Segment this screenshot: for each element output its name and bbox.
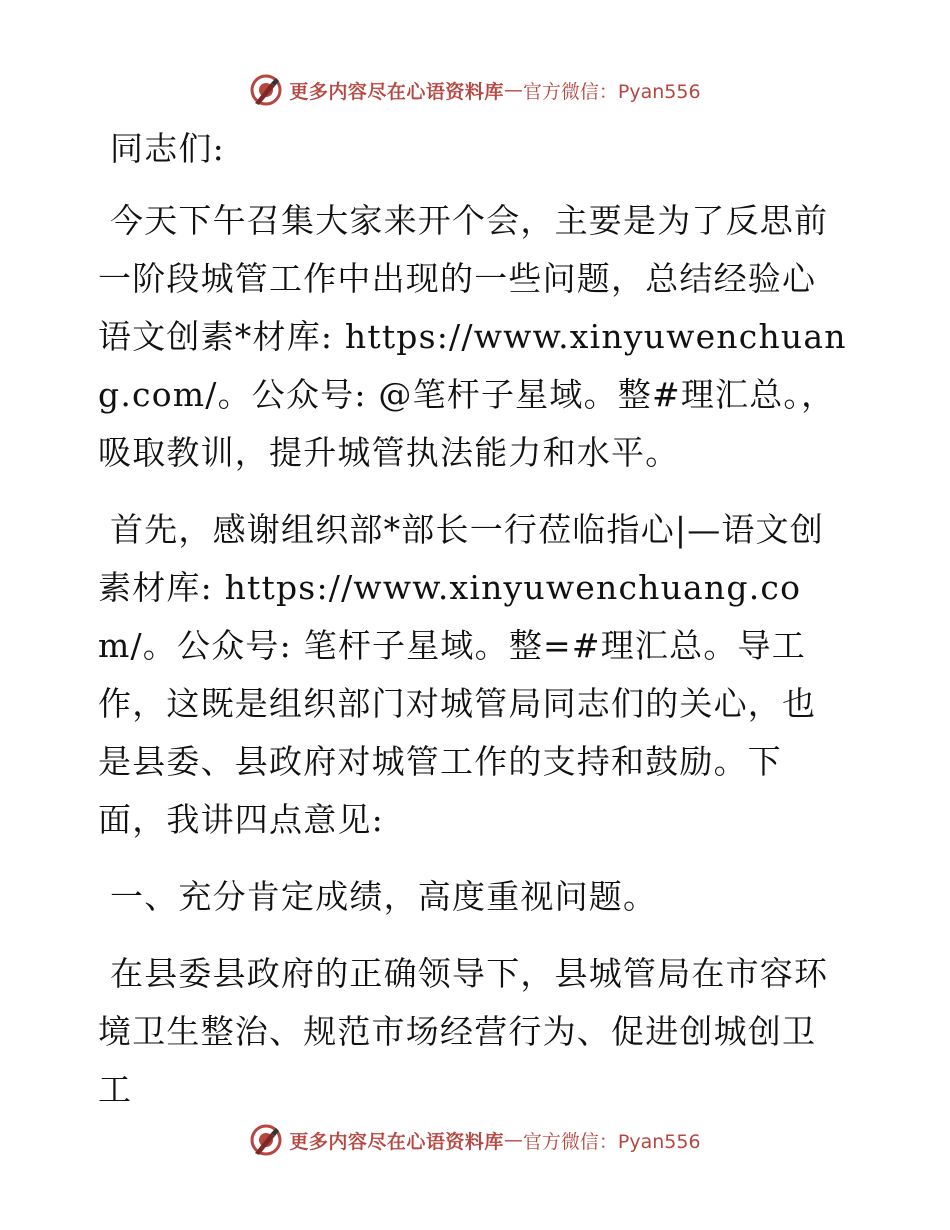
greeting: 同志们:	[110, 129, 225, 168]
paragraph-3: 在县委县政府的正确领导下，县城管局在市容环境卫生整治、规范市场经营行为、促进创城创卫工	[98, 954, 829, 1109]
paragraph-2: 首先，感谢组织部*部长一行莅临指心|—语文创素材库: https://www.xinyuwenchuang.com/。公众号: 笔杆子星域。整=#理汇总。导工作，这既是组织部门对城管局同志们的关心，也是县委、县政府对城管工作的支持和鼓励。下面，我讲四点意见:	[98, 510, 825, 839]
banner-contact: 官方微信：Pyan556	[522, 1130, 701, 1153]
pen-logo-icon	[249, 73, 283, 107]
paragraph-1: 今天下午召集大家来开个会，主要是为了反思前一阶段城管工作中出现的一些问题，总结经验心语文创素*材库: https://www.xinyuwenchuang.com/。公众号: @笔杆子星域。整#理汇总。，吸取教训，提升城管执法能力和水平。	[98, 201, 847, 472]
banner-separator: —	[503, 1129, 523, 1151]
banner-text: 更多内容尽在心语资料库	[289, 1130, 504, 1153]
banner-contact: 官方微信：Pyan556	[522, 80, 701, 103]
footer-watermark-banner	[0, 1120, 950, 1160]
section-heading-1: 一、充分肯定成绩，高度重视问题。	[110, 877, 658, 916]
pen-logo-icon	[249, 1123, 283, 1157]
banner-text: 更多内容尽在心语资料库	[289, 80, 504, 103]
banner-separator: —	[503, 79, 523, 101]
document-body	[98, 120, 850, 1138]
header-watermark-banner	[0, 70, 950, 110]
